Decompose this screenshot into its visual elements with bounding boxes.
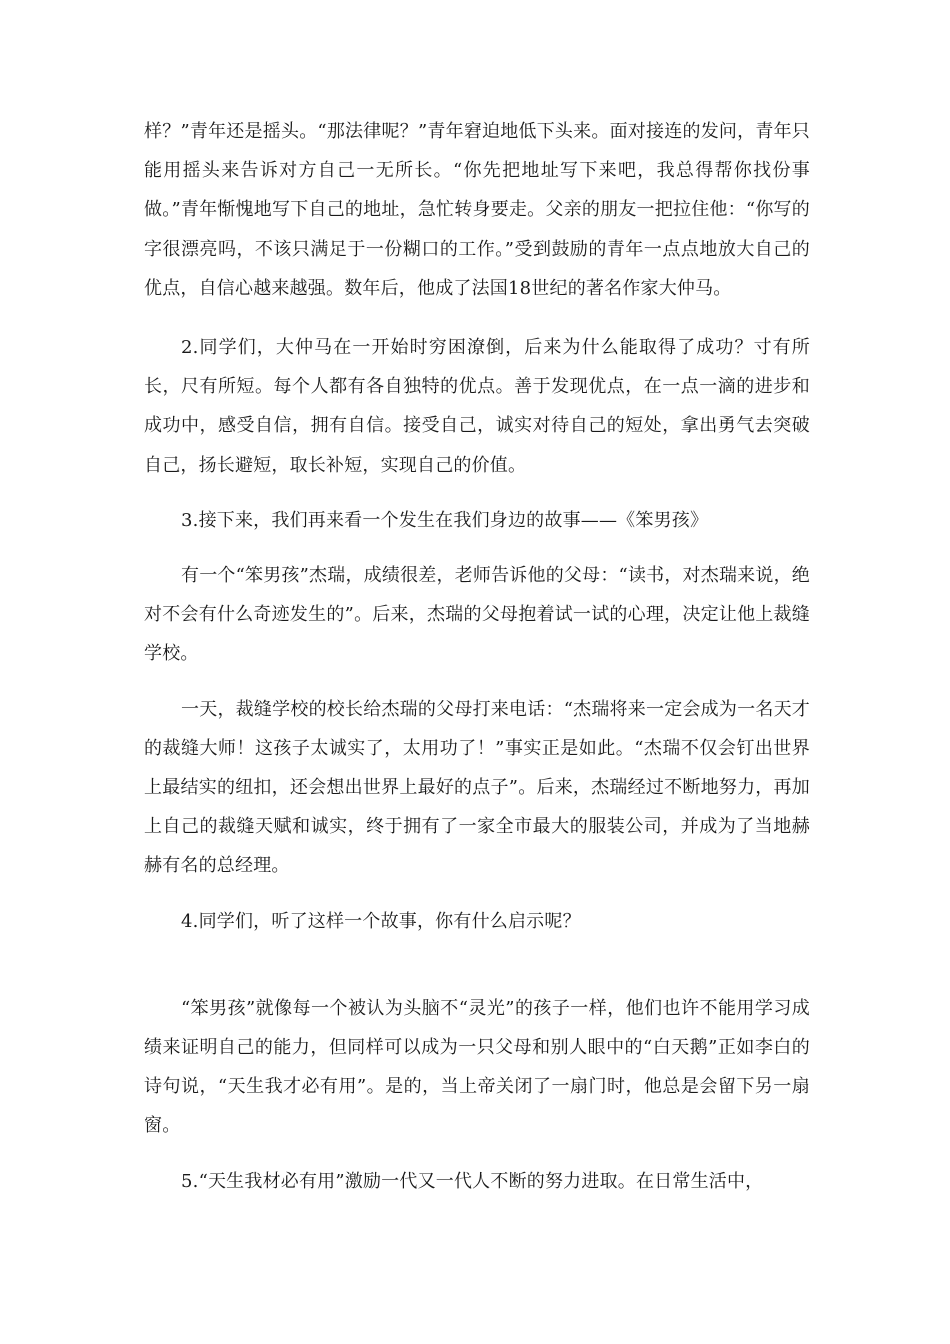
paragraph-question-5: 5.“天生我材必有用”激励一代又一代人不断的努力进取。在日常生活中， [181, 1170, 764, 1192]
paragraph-jerry-story-success: 一天，裁缝学校的校长给杰瑞的父母打来电话：“杰瑞将来一定会成为一名天才的裁缝大师！这孩子太诚实了，太用功了！”事实正是如此。“杰瑞不仅会钉出世界上最结实的纽扣，还会想出世界上最好的点子”。后来，杰瑞经过不断地努力，再加上自己的裁缝天赋和诚实，终于拥有了一家全市最大的服装公司，并成为了当地赫赫有名的总经理。 [144, 698, 810, 877]
paragraph-dumas-story-ending: 样？”青年还是摇头。“那法律呢？”青年窘迫地低下头来。面对接连的发问，青年只能用摇头来告诉对方自己一无所长。“你先把地址写下来吧，我总得帮你找份事做。”青年惭愧地写下自己的地址，急忙转身要走。父亲的朋友一把拉住他：“你写的字很漂亮吗，不该只满足于一份糊口的工作。”受到鼓励的青年一点点地放大自己的优点，自信心越来越强。数年后，他成了法国18世纪的著名作家大仲马。 [144, 121, 810, 299]
paragraph-jerry-story-intro: 有一个“笨男孩”杰瑞，成绩很差，老师告诉他的父母：“读书，对杰瑞来说，绝对不会有什么奇迹发生的”。后来，杰瑞的父母抱着试一试的心理，决定让他上裁缝学校。 [144, 565, 810, 665]
paragraph-question-3: 3.接下来，我们再来看一个发生在我们身边的故事——《笨男孩》 [181, 509, 709, 531]
document-body [144, 112, 810, 1201]
paragraph-question-4: 4.同学们，听了这样一个故事，你有什么启示呢？ [181, 910, 581, 932]
paragraph-reflection: “笨男孩”就像每一个被认为头脑不“灵光”的孩子一样，他们也许不能用学习成绩来证明自己的能力，但同样可以成为一只父母和别人眼中的“白天鹅”正如李白的诗句说，“天生我才必有用”。是的，当上帝关闭了一扇门时，他总是会留下另一扇窗。 [144, 997, 810, 1137]
paragraph-question-2: 2.同学们，大仲马在一开始时穷困潦倒，后来为什么能取得了成功？寸有所长，尺有所短。每个人都有各自独特的优点。善于发现优点，在一点一滴的进步和成功中，感受自信，拥有自信。接受自己，诚实对待自己的短处，拿出勇气去突破自己，扬长避短，取长补短，实现自己的价值。 [144, 337, 810, 476]
